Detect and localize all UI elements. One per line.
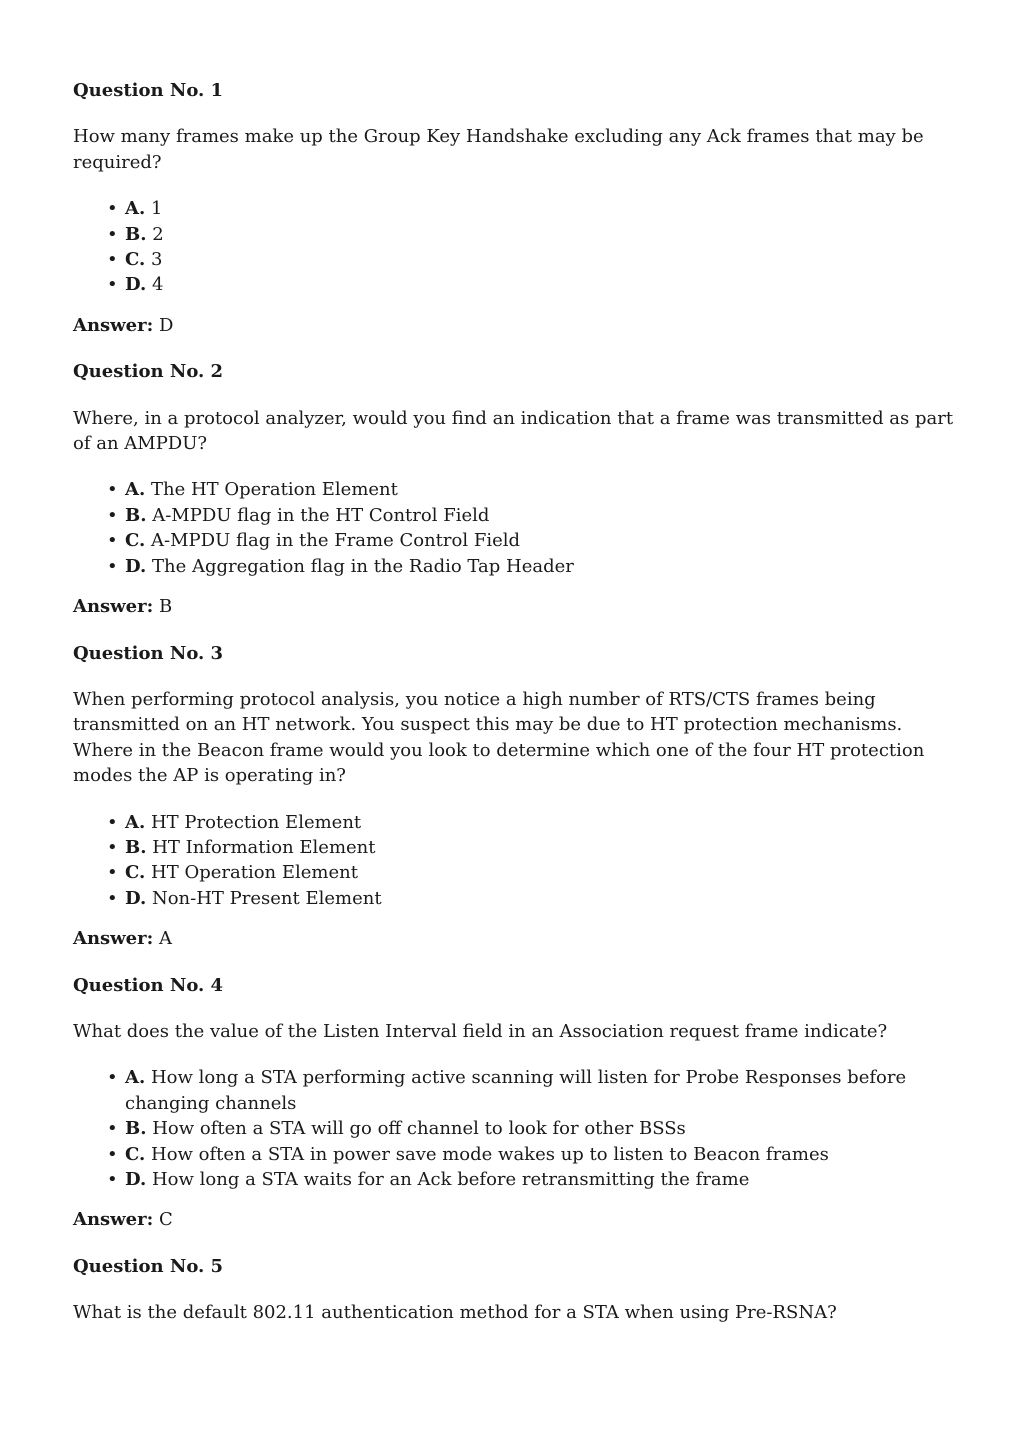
option-item [107, 196, 955, 221]
option-letter: C. [125, 862, 146, 884]
bullet-icon: • [107, 249, 118, 271]
question-block [73, 78, 955, 338]
option-item [107, 860, 955, 885]
option-text: The HT Operation Element [150, 479, 398, 501]
options-list [73, 1065, 955, 1192]
question-title: Question No. 2 [73, 361, 224, 383]
option-item [107, 1167, 955, 1192]
option-letter: B. [125, 836, 147, 858]
answer-value: D [159, 314, 174, 336]
question-text: When performing protocol analysis, you notice a high number of RTS/CTS frames being transmitted on an HT network. You suspect this may be due to HT protection mechanisms. Where in the Beacon frame would you look to determine which one of the four HT protection modes the AP is operating in? [73, 688, 925, 787]
question-text: What does the value of the Listen Interval field in an Association request frame indicate? [73, 1020, 888, 1042]
answer-value: C [159, 1209, 173, 1231]
bullet-icon: • [107, 223, 118, 245]
option-text: How long a STA waits for an Ack before retransmitting the frame [151, 1169, 750, 1190]
question-block [73, 359, 955, 619]
option-item [107, 222, 955, 247]
options-list [73, 477, 955, 579]
bullet-icon: • [107, 198, 118, 220]
bullet-icon: • [107, 862, 118, 884]
question-title: Question No. 5 [73, 1255, 224, 1277]
option-text: The Aggregation flag in the Radio Tap Header [151, 555, 574, 577]
bullet-icon: • [107, 274, 118, 296]
option-letter: B. [125, 1118, 147, 1140]
question-text: What is the default 802.11 authentication method for a STA when using Pre-RSNA? [73, 1302, 837, 1324]
option-letter: C. [125, 249, 146, 271]
option-text: HT Information Element [152, 836, 376, 858]
bullet-icon: • [107, 1169, 118, 1190]
answer-label: Answer: [73, 596, 154, 618]
answer-label: Answer: [73, 314, 154, 336]
question-text: How many frames make up the Group Key Handshake excluding any Ack frames that may be required? [73, 126, 924, 173]
option-text: Non-HT Present Element [151, 887, 382, 909]
options-list [73, 196, 955, 298]
option-item [107, 1142, 955, 1167]
option-text: HT Protection Element [150, 811, 362, 833]
option-item [107, 810, 955, 835]
question-title: Question No. 4 [73, 974, 224, 996]
answer-label: Answer: [73, 1209, 154, 1231]
option-item [107, 528, 955, 553]
option-letter: C. [125, 1143, 146, 1165]
option-item [107, 835, 955, 860]
bullet-icon: • [107, 1143, 118, 1165]
answer-value: B [159, 596, 173, 618]
option-text: A-MPDU flag in the Frame Control Field [151, 530, 521, 552]
answer-line [73, 313, 955, 338]
option-letter: B. [125, 504, 147, 526]
option-letter: D. [125, 887, 147, 909]
option-text: 1 [150, 198, 163, 220]
option-letter: D. [125, 555, 147, 577]
bullet-icon: • [107, 1118, 118, 1140]
question-title: Question No. 1 [73, 80, 224, 101]
answer-line [73, 594, 955, 619]
option-letter: D. [125, 274, 147, 296]
answer-line [73, 1207, 955, 1232]
options-list [73, 810, 955, 912]
option-text: A-MPDU flag in the HT Control Field [152, 504, 490, 526]
bullet-icon: • [107, 555, 118, 577]
option-text: 3 [151, 249, 163, 271]
option-text: 2 [152, 223, 164, 245]
option-letter: A. [125, 479, 146, 501]
option-text: How long a STA performing active scanning will listen for Probe Responses before changing channels [125, 1067, 907, 1114]
bullet-icon: • [107, 836, 118, 858]
document-body [73, 78, 955, 1347]
question-block [73, 973, 955, 1233]
option-letter: D. [125, 1169, 147, 1190]
answer-line [73, 926, 955, 951]
option-text: How often a STA will go off channel to look for other BSSs [152, 1118, 686, 1140]
bullet-icon: • [107, 811, 118, 833]
option-item [107, 886, 955, 911]
bullet-icon: • [107, 504, 118, 526]
option-text: How often a STA in power save mode wakes up to listen to Beacon frames [151, 1143, 829, 1165]
option-item [107, 272, 955, 297]
bullet-icon: • [107, 1067, 118, 1089]
option-letter: A. [125, 811, 146, 833]
option-item [107, 1116, 955, 1141]
question-block [73, 1254, 955, 1326]
option-letter: A. [125, 198, 146, 220]
answer-label: Answer: [73, 928, 154, 950]
option-item [107, 1065, 955, 1116]
question-block [73, 641, 955, 952]
bullet-icon: • [107, 887, 118, 909]
option-item [107, 247, 955, 272]
option-letter: B. [125, 223, 147, 245]
option-item [107, 503, 955, 528]
option-text: 4 [151, 274, 164, 296]
option-item [107, 477, 955, 502]
bullet-icon: • [107, 530, 118, 552]
question-title: Question No. 3 [73, 642, 224, 664]
answer-value: A [159, 928, 172, 950]
option-item [107, 554, 955, 579]
bullet-icon: • [107, 479, 118, 501]
option-letter: C. [125, 530, 146, 552]
option-letter: A. [125, 1067, 146, 1089]
question-text: Where, in a protocol analyzer, would you find an indication that a frame was transmitted as part of an AMPDU? [73, 407, 954, 455]
option-text: HT Operation Element [151, 862, 358, 884]
